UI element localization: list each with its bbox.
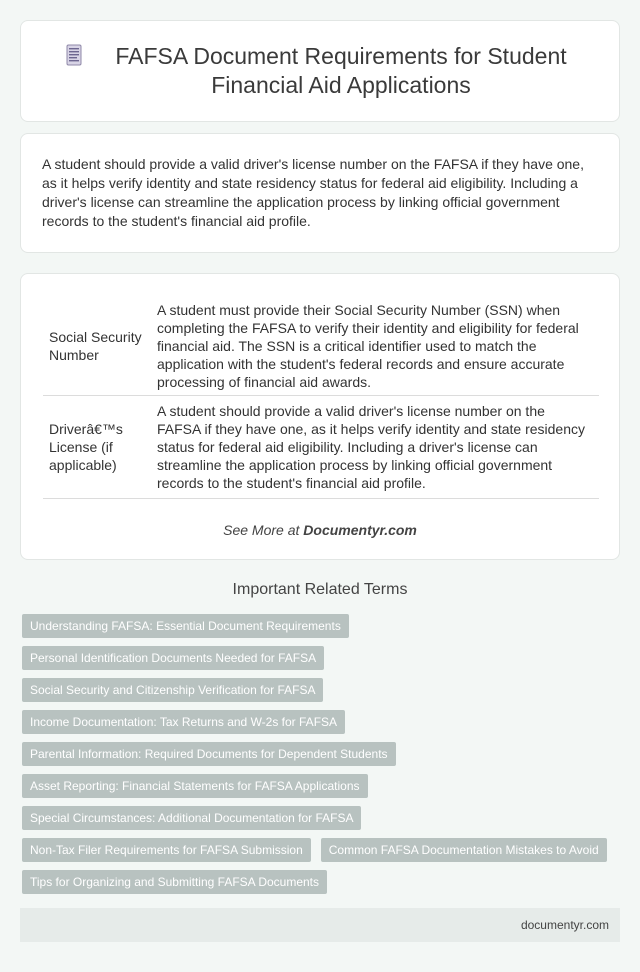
requirement-label: Driverâ€™s License (if applicable) bbox=[43, 396, 153, 499]
see-more-link[interactable] bbox=[21, 522, 619, 538]
page-title: FAFSA Document Requirements for Student Financial Aid Applications bbox=[115, 43, 567, 98]
intro-card bbox=[20, 133, 620, 253]
related-term-tag[interactable]: Special Circumstances: Additional Documentation for FAFSA bbox=[22, 806, 361, 830]
table-row bbox=[43, 396, 599, 499]
requirement-label: Social Security Number bbox=[43, 297, 153, 396]
requirements-table bbox=[43, 297, 599, 499]
related-term-tag[interactable]: Asset Reporting: Financial Statements for FAFSA Applications bbox=[22, 774, 368, 798]
related-term-tag[interactable]: Understanding FAFSA: Essential Document Requirements bbox=[22, 614, 349, 638]
related-terms-list bbox=[22, 614, 622, 902]
see-more-prefix: See More at bbox=[223, 522, 304, 538]
intro-text: A student should provide a valid driver's license number on the FAFSA if they have one, as it helps verify identity and state residency status for federal aid eligibility. Including a driver's license can streamline the application process by linking official government records to the student's financial aid profile. bbox=[42, 156, 584, 229]
requirement-description: A student must provide their Social Security Number (SSN) when completing the FAFSA to verify their identity and eligibility for federal financial aid. The SSN is a critical identifier used to match the application with the student's federal records and ensure accurate processing of financial aid awards. bbox=[153, 297, 599, 396]
related-term-tag[interactable]: Income Documentation: Tax Returns and W-2s for FAFSA bbox=[22, 710, 345, 734]
table-row bbox=[43, 297, 599, 396]
title-row bbox=[21, 21, 619, 121]
related-term-tag[interactable]: Parental Information: Required Documents for Dependent Students bbox=[22, 742, 396, 766]
related-term-tag[interactable]: Tips for Organizing and Submitting FAFSA Documents bbox=[22, 870, 327, 894]
related-terms-title: Important Related Terms bbox=[232, 581, 408, 598]
document-icon bbox=[64, 43, 84, 69]
header-card bbox=[20, 20, 620, 122]
requirement-description: A student should provide a valid driver's license number on the FAFSA if they have one, as it helps verify identity and state residency status for federal aid eligibility. Including a driver's license can streamline the application process by linking official government records to the student's financial aid profile. bbox=[153, 396, 599, 499]
see-more-site[interactable]: Documentyr.com bbox=[303, 522, 417, 538]
related-term-tag[interactable]: Personal Identification Documents Needed for FAFSA bbox=[22, 646, 324, 670]
footer bbox=[20, 908, 620, 942]
requirements-card bbox=[20, 273, 620, 560]
related-term-tag[interactable]: Common FAFSA Documentation Mistakes to Avoid bbox=[321, 838, 607, 862]
related-term-tag[interactable]: Non-Tax Filer Requirements for FAFSA Submission bbox=[22, 838, 311, 862]
related-term-tag[interactable]: Social Security and Citizenship Verification for FAFSA bbox=[22, 678, 323, 702]
footer-site[interactable]: documentyr.com bbox=[520, 918, 609, 932]
